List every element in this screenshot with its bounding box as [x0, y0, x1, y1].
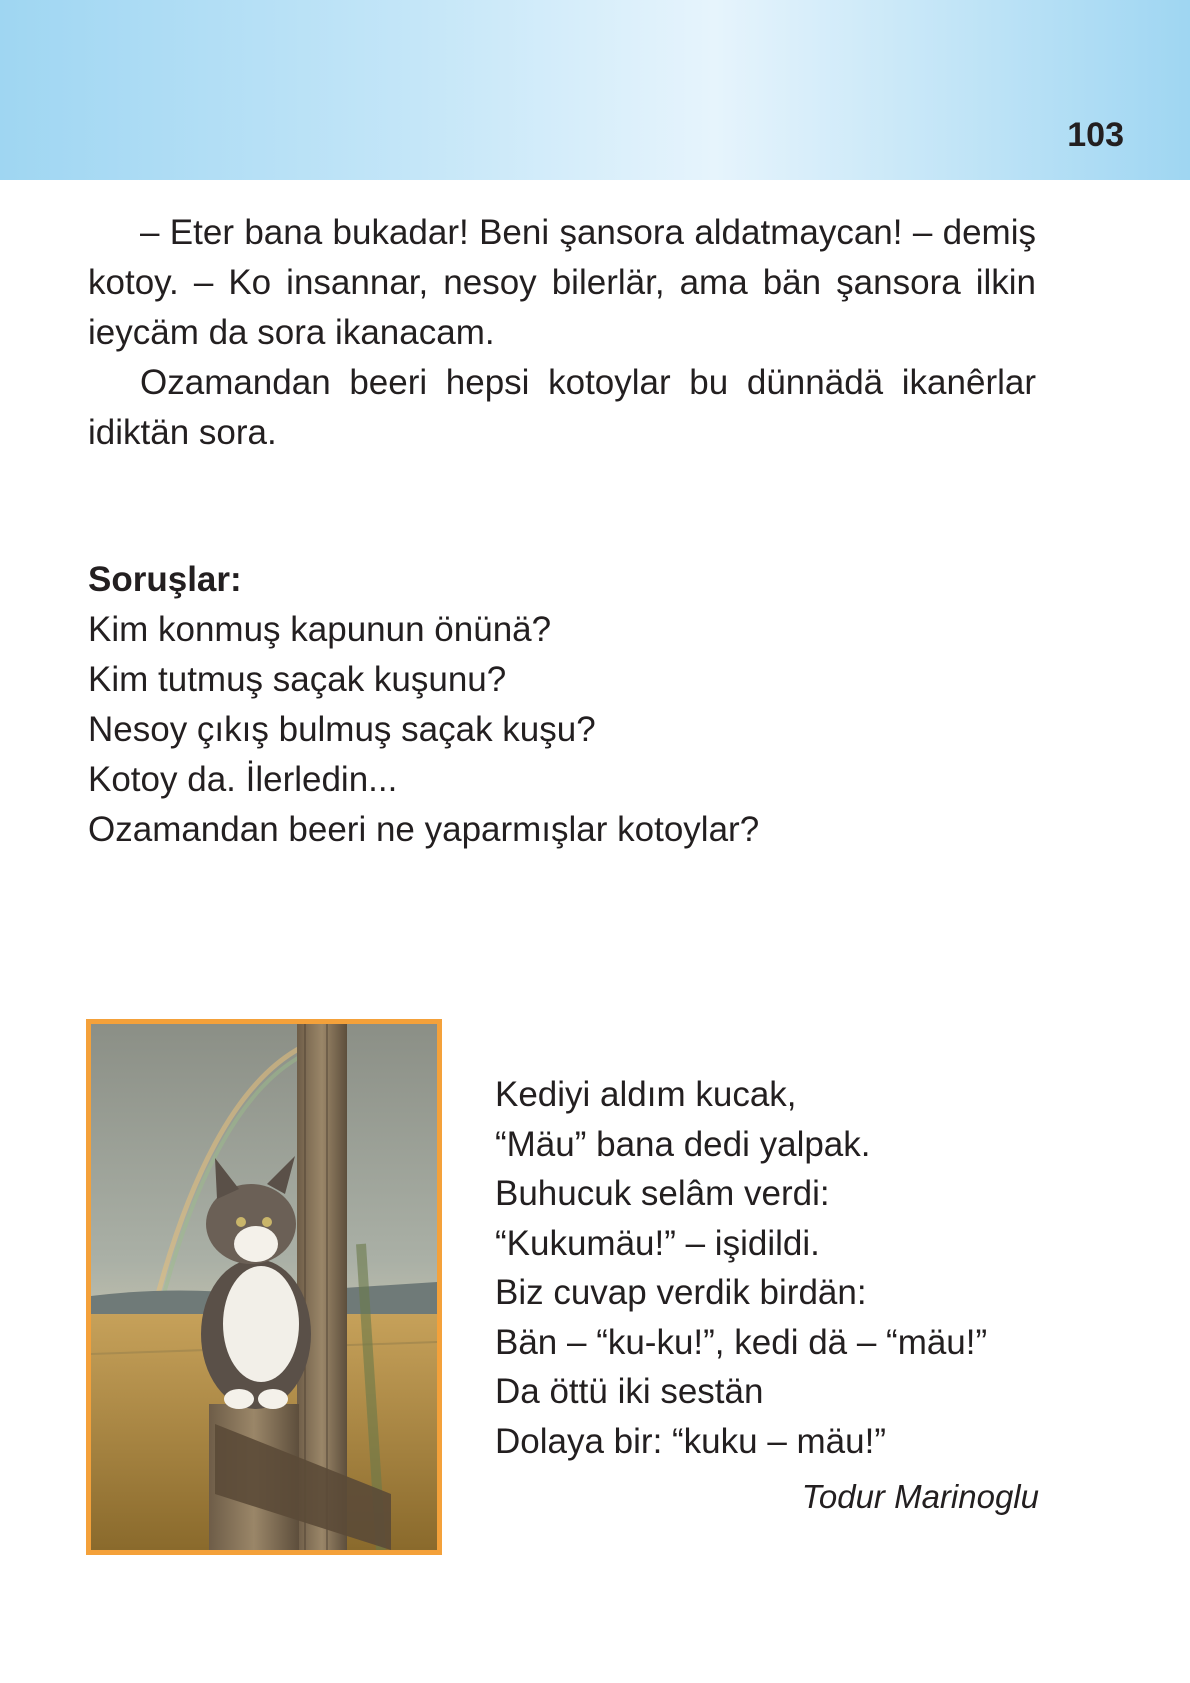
poem-author: Todur Marinoglu: [801, 1478, 1039, 1515]
page-number: 103: [1067, 116, 1124, 154]
poem-line: Da öttü iki sestän: [495, 1372, 764, 1411]
questions-section: [88, 555, 1036, 855]
question-item: Ozamandan beeri ne yaparmışlar kotoylar?: [88, 810, 760, 849]
poem: [495, 1070, 1040, 1466]
question-item: Kim konmuş kapunun önünä?: [88, 610, 552, 649]
header-band: [0, 0, 1190, 180]
cat-photo: [86, 1019, 442, 1555]
question-item: Kim tutmuş saçak kuşunu?: [88, 660, 507, 699]
question-item: Nesoy çıkış bulmuş saçak kuşu?: [88, 710, 596, 749]
poem-line: Buhucuk selâm verdi:: [495, 1174, 830, 1213]
cat-photo-illustration: [91, 1024, 437, 1550]
poem-line: “Kukumäu!” – işidildi.: [495, 1223, 820, 1263]
story-text: [88, 208, 1036, 458]
poem-line: “Mäu” bana dedi yalpak.: [495, 1124, 871, 1164]
poem-line: Kediyi aldım kucak,: [495, 1075, 797, 1114]
question-item: Kotoy da. İlerledin...: [88, 760, 398, 799]
questions-heading: Soruşlar:: [88, 560, 242, 599]
poem-line: Dolaya bir: “kuku – mäu!”: [495, 1421, 886, 1461]
poem-line: Bän – “ku-ku!”, kedi dä – “mäu!”: [495, 1322, 988, 1362]
story-paragraph: Ozamandan beeri hepsi kotoylar bu dünnädä ikanêrlar idiktän sora.: [88, 363, 1036, 452]
poem-line: Biz cuvap verdik birdän:: [495, 1273, 867, 1312]
story-paragraph: – Eter bana bukadar! Beni şansora aldatmaycan! – demiş kotoy. – Ko insannar, nesoy bilerlär, ama bän şansora ilkin ieycäm da sora ikanacam.: [88, 213, 1036, 352]
